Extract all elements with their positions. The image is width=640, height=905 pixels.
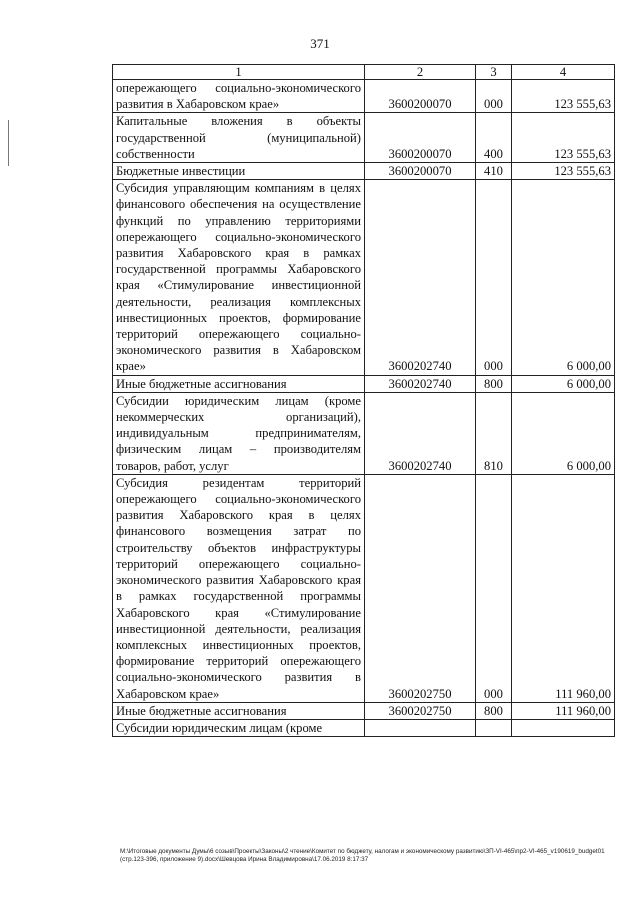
row-amount: 123 555,63 [512,163,615,180]
row-name: Субсидии юридическим лицам (кроме [113,719,365,736]
table-row [113,719,615,736]
table-row [113,80,615,113]
row-code: 3600200070 [365,80,476,113]
row-type: 800 [476,702,512,719]
page-number: 371 [310,36,330,51]
row-type: 800 [476,375,512,392]
table-row [113,180,615,375]
row-type: 410 [476,163,512,180]
row-code: 3600202740 [365,180,476,375]
row-amount: 111 960,00 [512,702,615,719]
table-row [113,375,615,392]
row-code: 3600200070 [365,113,476,163]
table-row [113,392,615,474]
row-name: Бюджетные инвестиции [113,163,365,180]
row-type: 000 [476,180,512,375]
row-amount: 111 960,00 [512,474,615,702]
row-name: Иные бюджетные ассигнования [113,375,365,392]
row-type: 000 [476,474,512,702]
row-name: Капитальные вложения в объекты государственной (муниципальной) собственности [113,113,365,163]
row-code: 3600202750 [365,474,476,702]
footer-file-path: М:\Итоговые документы Думы\6 созыв\Проекты\Законы\2 чтение\Комитет по бюджету, налогам и экономическому развитию\ЗП-VI-465\пр2-VI-465_v190619_budget01 (стр.123-396, приложение 9).docx\Шевцова Ирина Владимировна\17.06.2019 8:17:37 [120,848,605,863]
row-amount: 6 000,00 [512,392,615,474]
header-col-3: 3 [476,65,512,80]
table-header-row [113,65,615,80]
row-amount: 6 000,00 [512,375,615,392]
row-code: 3600202740 [365,392,476,474]
row-code: 3600202740 [365,375,476,392]
table-row [113,163,615,180]
header-col-1: 1 [113,65,365,80]
row-code [365,719,476,736]
row-code: 3600200070 [365,163,476,180]
header-col-4: 4 [512,65,615,80]
table-row [113,113,615,163]
row-code: 3600202750 [365,702,476,719]
row-amount: 123 555,63 [512,113,615,163]
row-type: 810 [476,392,512,474]
header-col-2: 2 [365,65,476,80]
row-amount: 6 000,00 [512,180,615,375]
row-name: Иные бюджетные ассигнования [113,702,365,719]
row-type: 400 [476,113,512,163]
table-row [113,474,615,702]
row-name: опережающего социально-экономического развития в Хабаровском крае» [113,80,365,113]
budget-table [112,64,615,737]
table-row [113,702,615,719]
row-amount [512,719,615,736]
row-type: 000 [476,80,512,113]
row-name: Субсидии юридическим лицам (кроме некоммерческих организаций), индивидуальным предпринимателям, физическим лицам – производителям товаров, работ, услуг [113,392,365,474]
row-amount: 123 555,63 [512,80,615,113]
margin-mark [8,120,9,166]
row-name: Субсидия управляющим компаниям в целях финансового обеспечения на осуществление функций по управлению территориями опережающего социально-экономического развития Хабаровского края в рамках государственной программы Хабаровского края «Стимулирование инвестиционной деятельности, реализация комплексных инвестиционных проектов, формирование территорий опережающего социально-экономического развития в Хабаровском крае» [113,180,365,375]
row-name: Субсидия резидентам территорий опережающего социально-экономического развития Хабаровского края в целях финансового возмещения затрат по строительству объектов инфраструктуры территорий опережающего социально-экономического развития Хабаровского края в рамках государственной программы Хабаровского края «Стимулирование инвестиционной деятельности, реализация комплексных инвестиционных проектов, формирование территорий опережающего социально-экономического развития в Хабаровском крае» [113,474,365,702]
row-type [476,719,512,736]
